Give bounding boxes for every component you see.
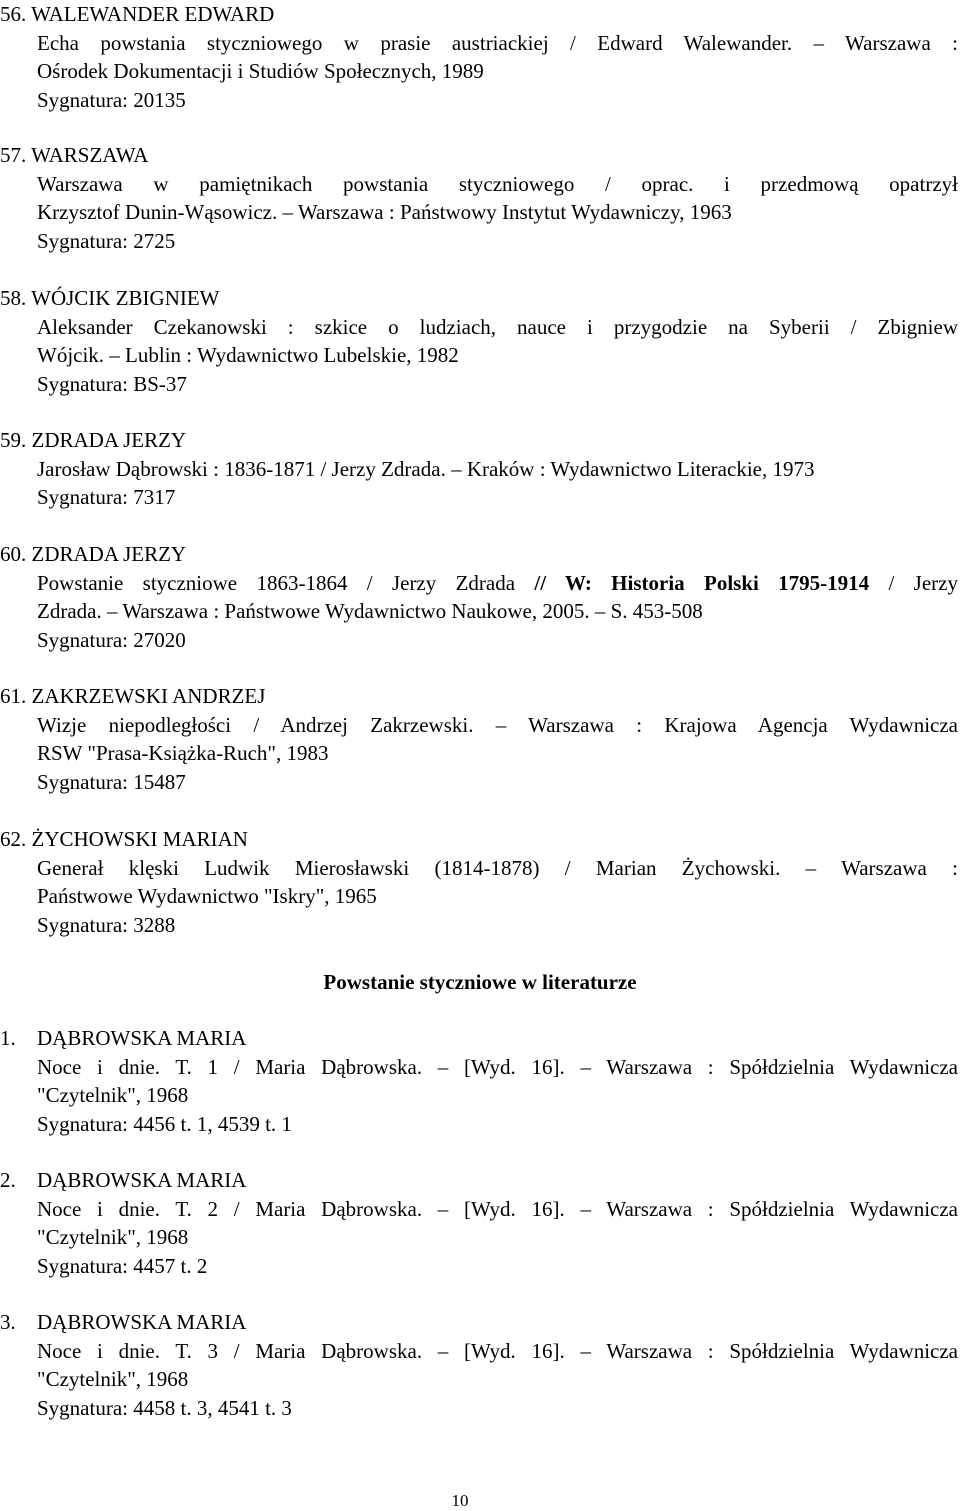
entry-line: Wójcik. – Lublin : Wydawnictwo Lubelskie, 1982: [37, 343, 459, 367]
entry-signature: Sygnatura: BS-37: [37, 371, 187, 396]
entry-signature: Sygnatura: 20135: [37, 87, 186, 112]
entry-signature: Sygnatura: 4458 t. 3, 4541 t. 3: [37, 1395, 292, 1420]
entry-header: 56. WALEWANDER EDWARD: [0, 2, 275, 26]
literature-entry-2: [0, 1166, 960, 1280]
bibliography-entry-57: [0, 141, 960, 255]
entry-header: 61. ZAKRZEWSKI ANDRZEJ: [0, 684, 266, 708]
bibliography-entry-62: [0, 825, 960, 939]
entry-signature: Sygnatura: 4457 t. 2: [37, 1253, 208, 1278]
entry-signature: Sygnatura: 4456 t. 1, 4539 t. 1: [37, 1111, 292, 1136]
entry-line: "Czytelnik", 1968: [37, 1225, 189, 1249]
literature-entry-1: [0, 1024, 960, 1138]
entry-line: Noce i dnie. T. 2 / Maria Dąbrowska. – [Wyd. 16]. – Warszawa : Spółdzielnia Wydawnicza: [37, 1196, 958, 1221]
entry-line: Echa powstania styczniowego w prasie austriackiej / Edward Walewander. – Warszawa :: [37, 30, 958, 55]
entry-line: "Czytelnik", 1968: [37, 1367, 189, 1391]
author-text: / Jerzy: [869, 570, 958, 595]
entry-header: [0, 1308, 960, 1337]
entry-signature: Sygnatura: 3288: [37, 912, 176, 937]
entry-line: Jarosław Dąbrowski : 1836-1871 / Jerzy Zdrada. – Kraków : Wydawnictwo Literackie, 1973: [37, 456, 815, 481]
page-number: 10: [451, 1491, 469, 1510]
entry-line: Warszawa w pamiętnikach powstania styczniowego / oprac. i przedmową opatrzył: [37, 171, 958, 196]
entry-line: Wizje niepodległości / Andrzej Zakrzewski. – Warszawa : Krajowa Agencja Wydawnicza: [37, 712, 958, 737]
entry-signature: Sygnatura: 27020: [37, 627, 186, 652]
source-text: // W: Historia Polski 1795-1914: [534, 570, 870, 595]
entry-line: [0, 569, 958, 598]
entry-author: DĄBROWSKA MARIA: [37, 1026, 247, 1050]
entry-author: DĄBROWSKA MARIA: [37, 1168, 247, 1192]
entry-line: Ośrodek Dokumentacji i Studiów Społecznych, 1989: [37, 59, 484, 83]
entry-line: Noce i dnie. T. 3 / Maria Dąbrowska. – [Wyd. 16]. – Warszawa : Spółdzielnia Wydawnicza: [37, 1338, 958, 1363]
entry-signature: Sygnatura: 2725: [37, 228, 176, 253]
entry-header: 58. WÓJCIK ZBIGNIEW: [0, 286, 220, 310]
entry-number: 2.: [0, 1168, 16, 1192]
bibliography-entry-61: [0, 682, 960, 796]
section-title: Powstanie styczniowe w literaturze: [323, 970, 637, 994]
entry-signature: Sygnatura: 7317: [37, 485, 176, 509]
entry-author: DĄBROWSKA MARIA: [37, 1310, 247, 1334]
literature-entry-3: [0, 1308, 960, 1422]
entry-header: [0, 1024, 960, 1053]
entry-signature: Sygnatura: 15487: [37, 769, 186, 794]
bibliography-entry-60: [0, 540, 960, 654]
bibliography-entry-58: [0, 284, 960, 398]
entry-line: Krzysztof Dunin-Wąsowicz. – Warszawa : Państwowy Instytut Wydawniczy, 1963: [37, 200, 732, 224]
entry-header: 59. ZDRADA JERZY: [0, 428, 187, 452]
bibliography-entry-59: [0, 426, 960, 512]
entry-line: Generał klęski Ludwik Mierosławski (1814-1878) / Marian Żychowski. – Warszawa :: [37, 855, 958, 880]
entry-line: Zdrada. – Warszawa : Państwowe Wydawnictwo Naukowe, 2005. – S. 453-508: [37, 599, 703, 623]
entry-line: RSW "Prasa-Książka-Ruch", 1983: [37, 741, 329, 765]
entry-header: 60. ZDRADA JERZY: [0, 542, 187, 566]
entry-header: 62. ŻYCHOWSKI MARIAN: [0, 827, 248, 851]
entry-number: 3.: [0, 1310, 16, 1334]
entry-line: "Czytelnik", 1968: [37, 1083, 189, 1107]
title-text: Powstanie styczniowe 1863-1864 / Jerzy Zdrada: [37, 570, 535, 595]
entry-line: Państwowe Wydawnictwo "Iskry", 1965: [37, 884, 377, 908]
entry-number: 1.: [0, 1026, 16, 1050]
entry-header: [0, 1166, 960, 1195]
entry-line: Aleksander Czekanowski : szkice o ludziach, nauce i przygodzie na Syberii / Zbigniew: [37, 314, 958, 339]
bibliography-entry-56: [0, 0, 960, 114]
entry-header: 57. WARSZAWA: [0, 143, 149, 167]
entry-line: Noce i dnie. T. 1 / Maria Dąbrowska. – [Wyd. 16]. – Warszawa : Spółdzielnia Wydawnicza: [37, 1054, 958, 1079]
